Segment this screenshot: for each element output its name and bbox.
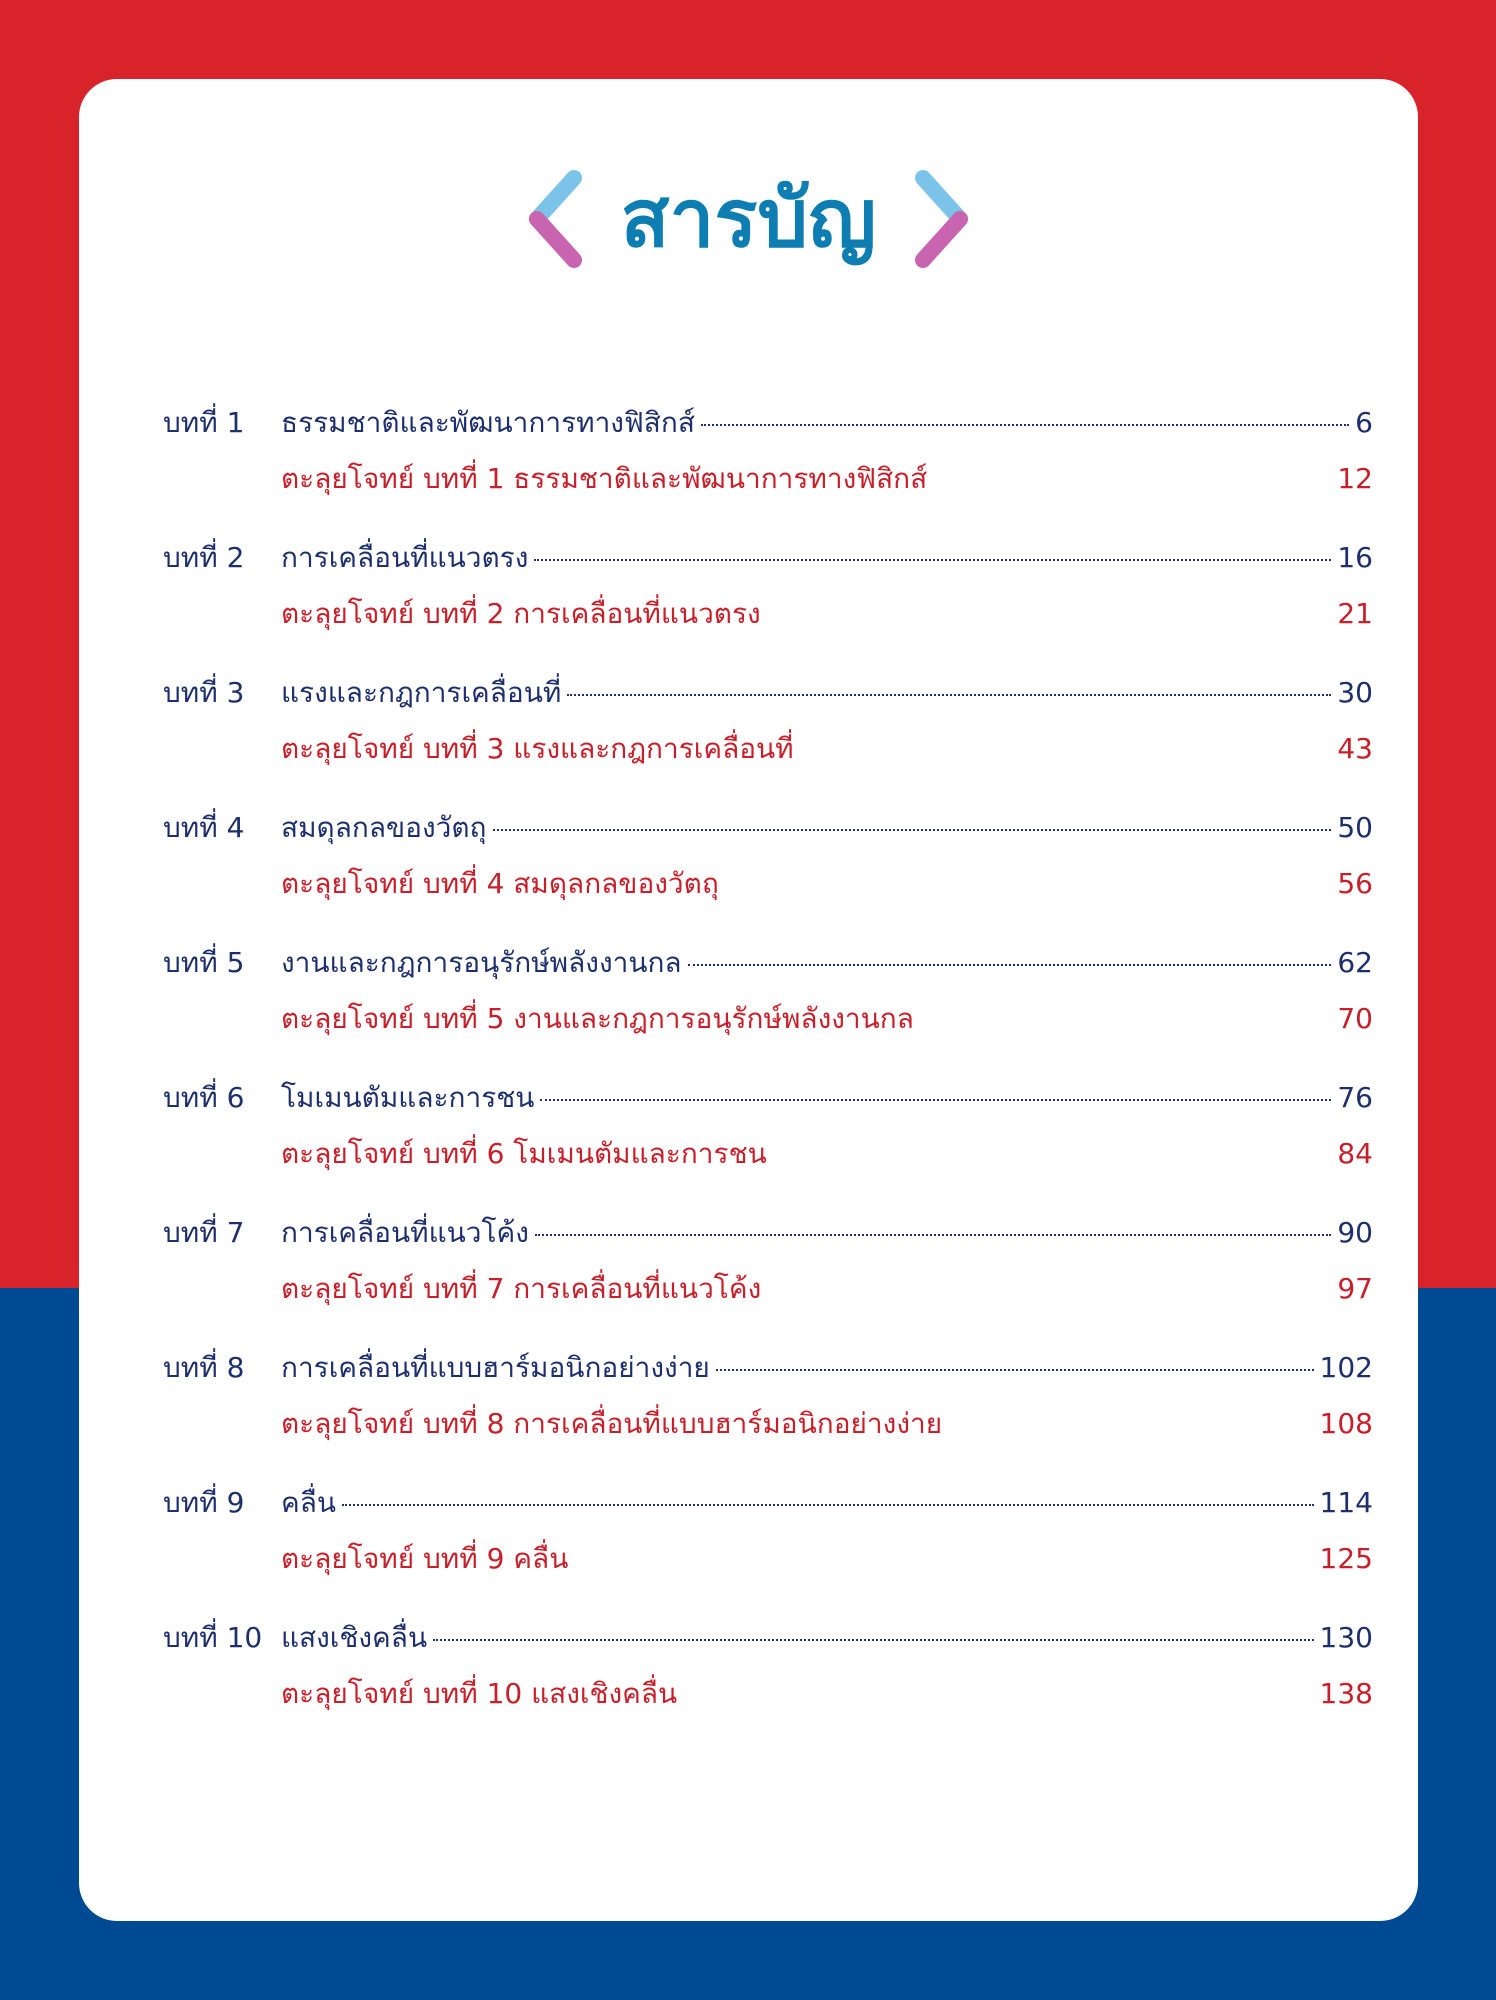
dot-leader	[493, 829, 1332, 831]
toc-entry	[163, 401, 1373, 536]
chapter-page-number: 50	[1337, 811, 1373, 844]
dot-leader	[567, 694, 1331, 696]
exercise-title: ตะลุยโจทย์ บทที่ 1 ธรรมชาติและพัฒนาการทางฟิสิกส์	[281, 462, 928, 495]
exercise-page-number: 138	[1319, 1677, 1373, 1710]
chapter-row[interactable]	[163, 1211, 1373, 1267]
chapter-title: ธรรมชาติและพัฒนาการทางฟิสิกส์	[281, 406, 695, 439]
exercise-title: ตะลุยโจทย์ บทที่ 4 สมดุลกลของวัตถุ	[281, 867, 719, 900]
dot-leader	[534, 559, 1331, 561]
toc-entry	[163, 1346, 1373, 1481]
chapter-page-number: 90	[1337, 1216, 1373, 1249]
chapter-title: การเคลื่อนที่แนวโค้ง	[281, 1216, 529, 1249]
toc-entry	[163, 941, 1373, 1076]
chapter-row[interactable]	[163, 671, 1373, 727]
chapter-label: บทที่ 5	[163, 946, 245, 979]
exercise-page-number: 70	[1337, 1002, 1373, 1035]
exercise-row[interactable]	[163, 592, 1373, 648]
chapter-page-number: 114	[1319, 1486, 1373, 1519]
chapter-label: บทที่ 10	[163, 1621, 263, 1654]
exercise-row[interactable]	[163, 1672, 1373, 1728]
chapter-page-number: 6	[1355, 406, 1373, 439]
exercise-row[interactable]	[163, 1537, 1373, 1593]
exercise-row[interactable]	[163, 727, 1373, 783]
chapter-label: บทที่ 3	[163, 676, 245, 709]
chapter-title: โมเมนตัมและการชน	[281, 1081, 535, 1114]
chevron-left-icon	[519, 164, 599, 274]
toc-entry	[163, 1481, 1373, 1616]
chapter-label: บทที่ 8	[163, 1351, 245, 1384]
chapter-label: บทที่ 2	[163, 541, 245, 574]
chapter-title: การเคลื่อนที่แนวตรง	[281, 541, 529, 574]
table-of-contents	[163, 401, 1373, 1751]
exercise-title: ตะลุยโจทย์ บทที่ 9 คลื่น	[281, 1542, 569, 1575]
exercise-page-number: 12	[1337, 462, 1373, 495]
exercise-title: ตะลุยโจทย์ บทที่ 2 การเคลื่อนที่แนวตรง	[281, 597, 761, 630]
chapter-label: บทที่ 1	[163, 406, 245, 439]
toc-entry	[163, 536, 1373, 671]
exercise-row[interactable]	[163, 1132, 1373, 1188]
exercise-page-number: 125	[1319, 1542, 1373, 1575]
chapter-title: สมดุลกลของวัตถุ	[281, 811, 487, 844]
chapter-row[interactable]	[163, 536, 1373, 592]
exercise-page-number: 56	[1337, 867, 1373, 900]
page-title: สารบัญ	[620, 172, 877, 265]
chapter-row[interactable]	[163, 1076, 1373, 1132]
exercise-title: ตะลุยโจทย์ บทที่ 10 แสงเชิงคลื่น	[281, 1677, 678, 1710]
chevron-right-icon	[898, 164, 978, 274]
chapter-page-number: 30	[1337, 676, 1373, 709]
exercise-title: ตะลุยโจทย์ บทที่ 3 แรงและกฎการเคลื่อนที่	[281, 732, 794, 765]
exercise-page-number: 84	[1337, 1137, 1373, 1170]
chapter-title: คลื่น	[281, 1486, 337, 1519]
chapter-page-number: 76	[1337, 1081, 1373, 1114]
chapter-page-number: 130	[1319, 1621, 1373, 1654]
chapter-page-number: 102	[1319, 1351, 1373, 1384]
dot-leader	[716, 1369, 1314, 1371]
exercise-title: ตะลุยโจทย์ บทที่ 5 งานและกฎการอนุรักษ์พลังงานกล	[281, 1002, 914, 1035]
dot-leader	[688, 964, 1332, 966]
chapter-row[interactable]	[163, 401, 1373, 457]
chapter-title: งานและกฎการอนุรักษ์พลังงานกล	[281, 946, 682, 979]
chapter-label: บทที่ 4	[163, 811, 245, 844]
chapter-row[interactable]	[163, 1481, 1373, 1537]
dot-leader	[342, 1504, 1314, 1506]
exercise-title: ตะลุยโจทย์ บทที่ 6 โมเมนตัมและการชน	[281, 1137, 767, 1170]
content-card	[79, 79, 1418, 1921]
dot-leader	[701, 424, 1349, 426]
exercise-row[interactable]	[163, 1402, 1373, 1458]
chapter-title: การเคลื่อนที่แบบฮาร์มอนิกอย่างง่าย	[281, 1351, 710, 1384]
exercise-page-number: 97	[1337, 1272, 1373, 1305]
toc-entry	[163, 671, 1373, 806]
chapter-label: บทที่ 7	[163, 1216, 245, 1249]
exercise-page-number: 43	[1337, 732, 1373, 765]
chapter-title: แสงเชิงคลื่น	[281, 1621, 428, 1654]
exercise-row[interactable]	[163, 862, 1373, 918]
toc-entry	[163, 1616, 1373, 1751]
chapter-label: บทที่ 9	[163, 1486, 245, 1519]
exercise-row[interactable]	[163, 997, 1373, 1053]
exercise-row[interactable]	[163, 1267, 1373, 1323]
chapter-row[interactable]	[163, 806, 1373, 862]
title-block	[79, 139, 1418, 299]
dot-leader	[540, 1099, 1331, 1101]
dot-leader	[535, 1234, 1331, 1236]
toc-entry	[163, 806, 1373, 941]
chapter-title: แรงและกฎการเคลื่อนที่	[281, 676, 562, 709]
exercise-page-number: 21	[1337, 597, 1373, 630]
chapter-label: บทที่ 6	[163, 1081, 245, 1114]
toc-entry	[163, 1076, 1373, 1211]
exercise-title: ตะลุยโจทย์ บทที่ 7 การเคลื่อนที่แนวโค้ง	[281, 1272, 762, 1305]
chapter-row[interactable]	[163, 941, 1373, 997]
toc-entry	[163, 1211, 1373, 1346]
exercise-title: ตะลุยโจทย์ บทที่ 8 การเคลื่อนที่แบบฮาร์มอนิกอย่างง่าย	[281, 1407, 943, 1440]
chapter-page-number: 62	[1337, 946, 1373, 979]
dot-leader	[433, 1639, 1313, 1641]
exercise-row[interactable]	[163, 457, 1373, 513]
chapter-row[interactable]	[163, 1346, 1373, 1402]
exercise-page-number: 108	[1319, 1407, 1373, 1440]
chapter-page-number: 16	[1337, 541, 1373, 574]
chapter-row[interactable]	[163, 1616, 1373, 1672]
